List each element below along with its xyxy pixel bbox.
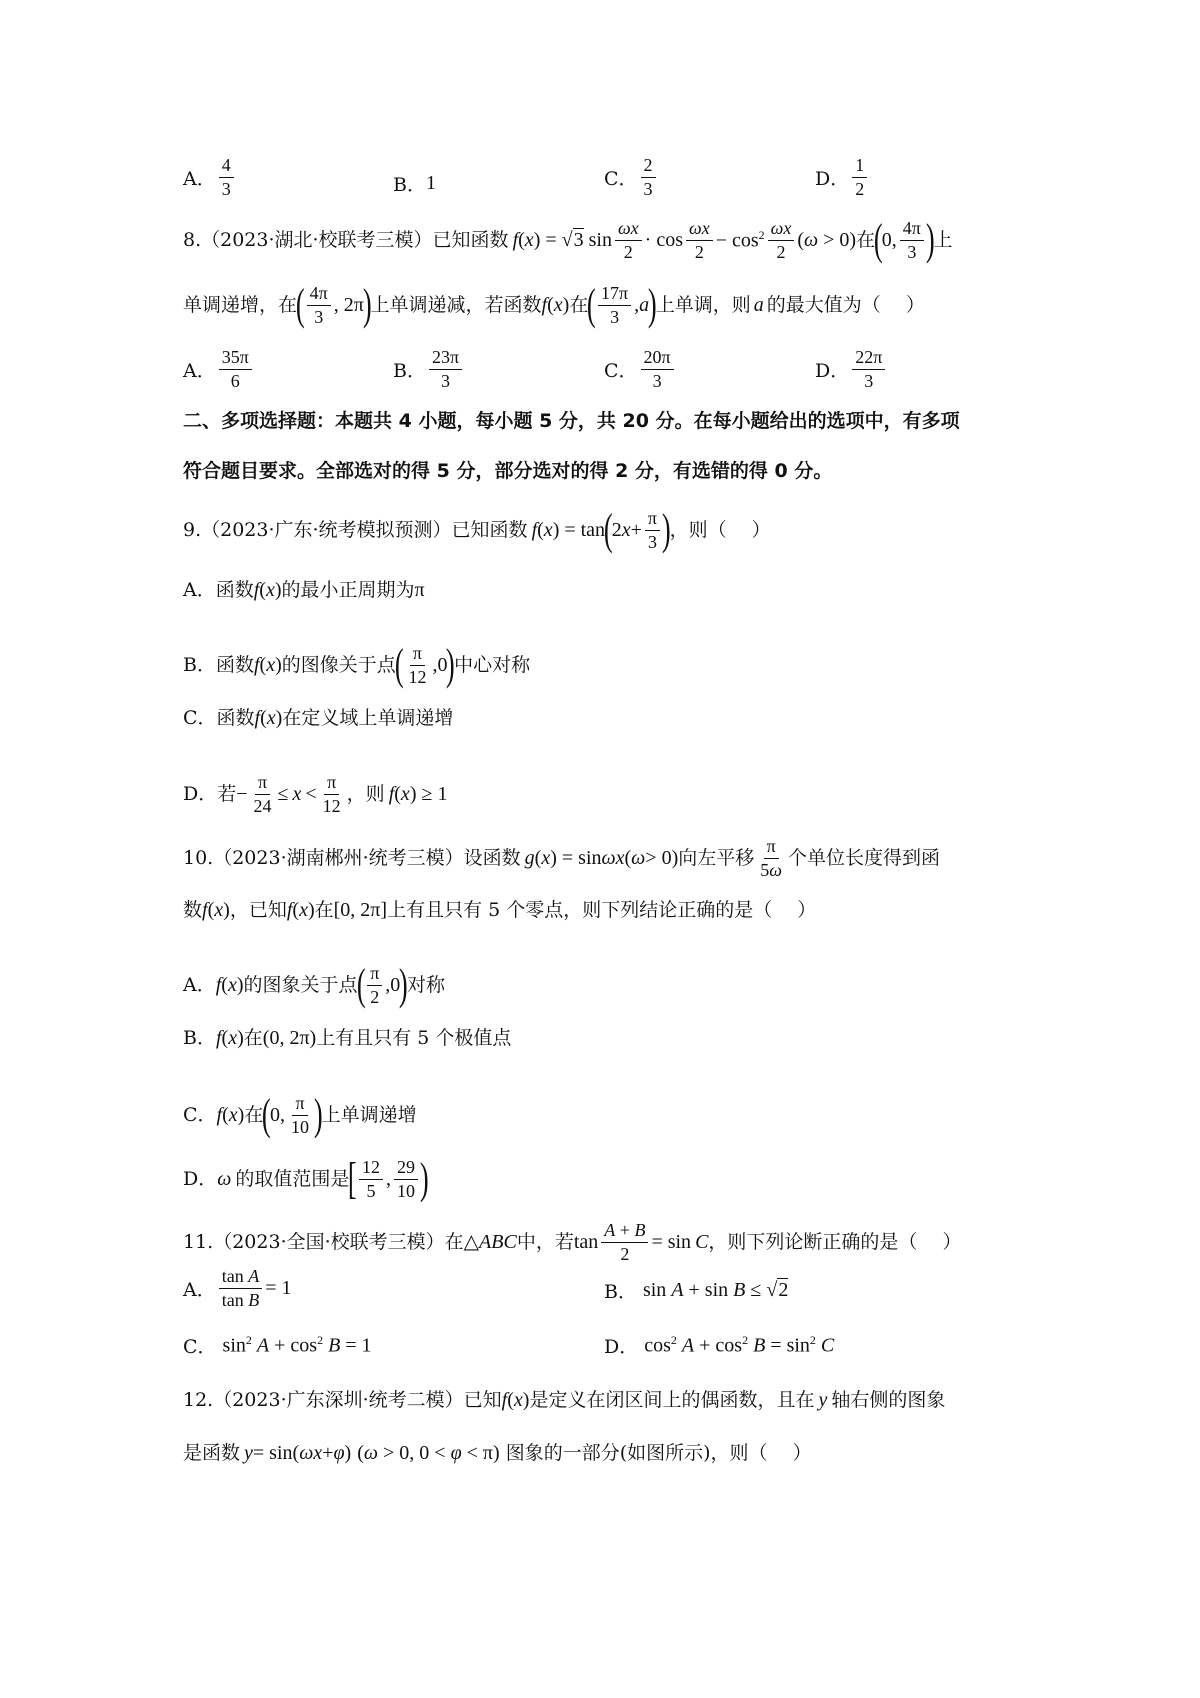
section-heading-line1: 二、多项选择题：本题共 4 小题，每小题 5 分，共 20 分。在每小题给出的选项中，有多项 <box>183 410 960 432</box>
q12-stem-line1: 12.（2023·广东深圳·统考二模）已知 f ( x ) 是定义在闭区间上的偶函数，且在 y 轴右侧的图象 <box>183 1388 946 1411</box>
q10-option-d[interactable]: D． ω 的取值范围是 [ $\frac{12}{5}$ , $\frac{29}{10}$ ) <box>183 1154 429 1204</box>
q9-option-d[interactable]: D．若 − $\frac{\pi}{24}$ ≤ x < $\frac{\pi}{12}$ ，则 f ( x ) ≥ 1 <box>183 772 448 816</box>
section-heading-line2: 符合题目要求。全部选对的得 5 分，部分选对的得 2 分，有选错的得 0 分。 <box>183 460 833 482</box>
q7-option-d[interactable]: D． $\frac{1}{2}$ <box>815 155 870 199</box>
q8-option-b[interactable]: B． $\frac{23\pi}{3}$ <box>393 347 465 391</box>
q10-stem-line1: 10.（2023·湖南郴州·统考三模）设函数 g ( x ) = sin ωx ( ω > 0) 向左平移 $\frac{\pi}{5\omega}$ 个单位长度得到函 <box>183 836 940 880</box>
q10-option-a[interactable]: A． f ( x ) 的图象关于点 ( $\frac{\pi}{2}$ ,0 ) 对称 <box>183 960 445 1010</box>
q12-stem-line2: 是函数 y = sin( ωx + φ ) (ω > 0, 0 < φ < π) 图象的一部分(如图所示)，则（ ） <box>183 1441 812 1464</box>
q11-option-a[interactable]: A． $\frac{\text{tan A}}{\text{tan B}}$ = 1 <box>183 1266 292 1310</box>
q7-option-c[interactable]: C． $\frac{2}{3}$ <box>604 155 659 199</box>
q9-option-b[interactable]: B．函数 f ( x ) 的图像关于点 ( $\frac{\pi}{12}$ ,0 ) 中心对称 <box>183 640 531 690</box>
q11-option-d[interactable]: D． $\cos^2 A + \cos^2 B = \sin^2 C$ <box>604 1333 835 1358</box>
q10-option-b[interactable]: B． f ( x ) 在 (0, 2π) 上有且只有 5 个极值点 <box>183 1026 512 1049</box>
q8-stem-line1: 8.（2023·湖北·校联考三模）已知函数 f ( x ) = √3 sin $\frac{\omega x}{2}$ · cos $\frac{\omega x}{2}$ − $\cos^2$ $\frac{\omega x}{2}$ (ω > 0) 在 ( 0, $\frac{4\pi}{3}$ ) 上 <box>183 215 953 265</box>
q10-option-c[interactable]: C． f ( x ) 在 ( 0, $\frac{\pi}{10}$ ) 上单调递增 <box>183 1090 417 1140</box>
q8-stem-line2: 单调递增，在 ( $\frac{4\pi}{3}$ , 2π ) 上单调递减，若函数 f ( x ) 在 ( $\frac{17\pi}{3}$ , a ) 上单调，则 a 的最大值为（ ） <box>183 280 925 330</box>
q10-stem-line2: 数 f ( x ) ，已知 f ( x ) 在 [0, 2π] 上有且只有 5 个零点，则下列结论正确的是（ ） <box>183 898 817 921</box>
q9-stem: 9.（2023·广东·统考模拟预测）已知函数 f ( x ) = tan ( 2 x + $\frac{\pi}{3}$ ) ，则（ ） <box>183 505 771 555</box>
q8-option-c[interactable]: C． $\frac{20\pi}{3}$ <box>604 347 677 391</box>
q9-option-a[interactable]: A．函数 f ( x ) 的最小正周期为 π <box>183 578 425 601</box>
q8-option-a[interactable]: A． $\frac{35\pi}{6}$ <box>183 347 255 391</box>
q7-option-b[interactable]: B． 1 <box>393 172 436 196</box>
q11-option-b[interactable]: B． sin A + sin B ≤ √2 <box>604 1279 789 1303</box>
q11-option-c[interactable]: C． $\sin^2 A + \cos^2 B = 1$ <box>183 1333 372 1358</box>
q8-option-d[interactable]: D． $\frac{22\pi}{3}$ <box>815 347 888 391</box>
q9-option-c[interactable]: C．函数 f ( x ) 在定义域上单调递增 <box>183 706 454 729</box>
q7-option-a[interactable]: A． $\frac{4}{3}$ <box>183 155 237 199</box>
q11-stem: 11.（2023·全国·校联考三模）在 △ ABC 中，若 tan $\frac{A + B}{2}$ = sin C ，则下列论断正确的是（ ） <box>183 1220 962 1264</box>
